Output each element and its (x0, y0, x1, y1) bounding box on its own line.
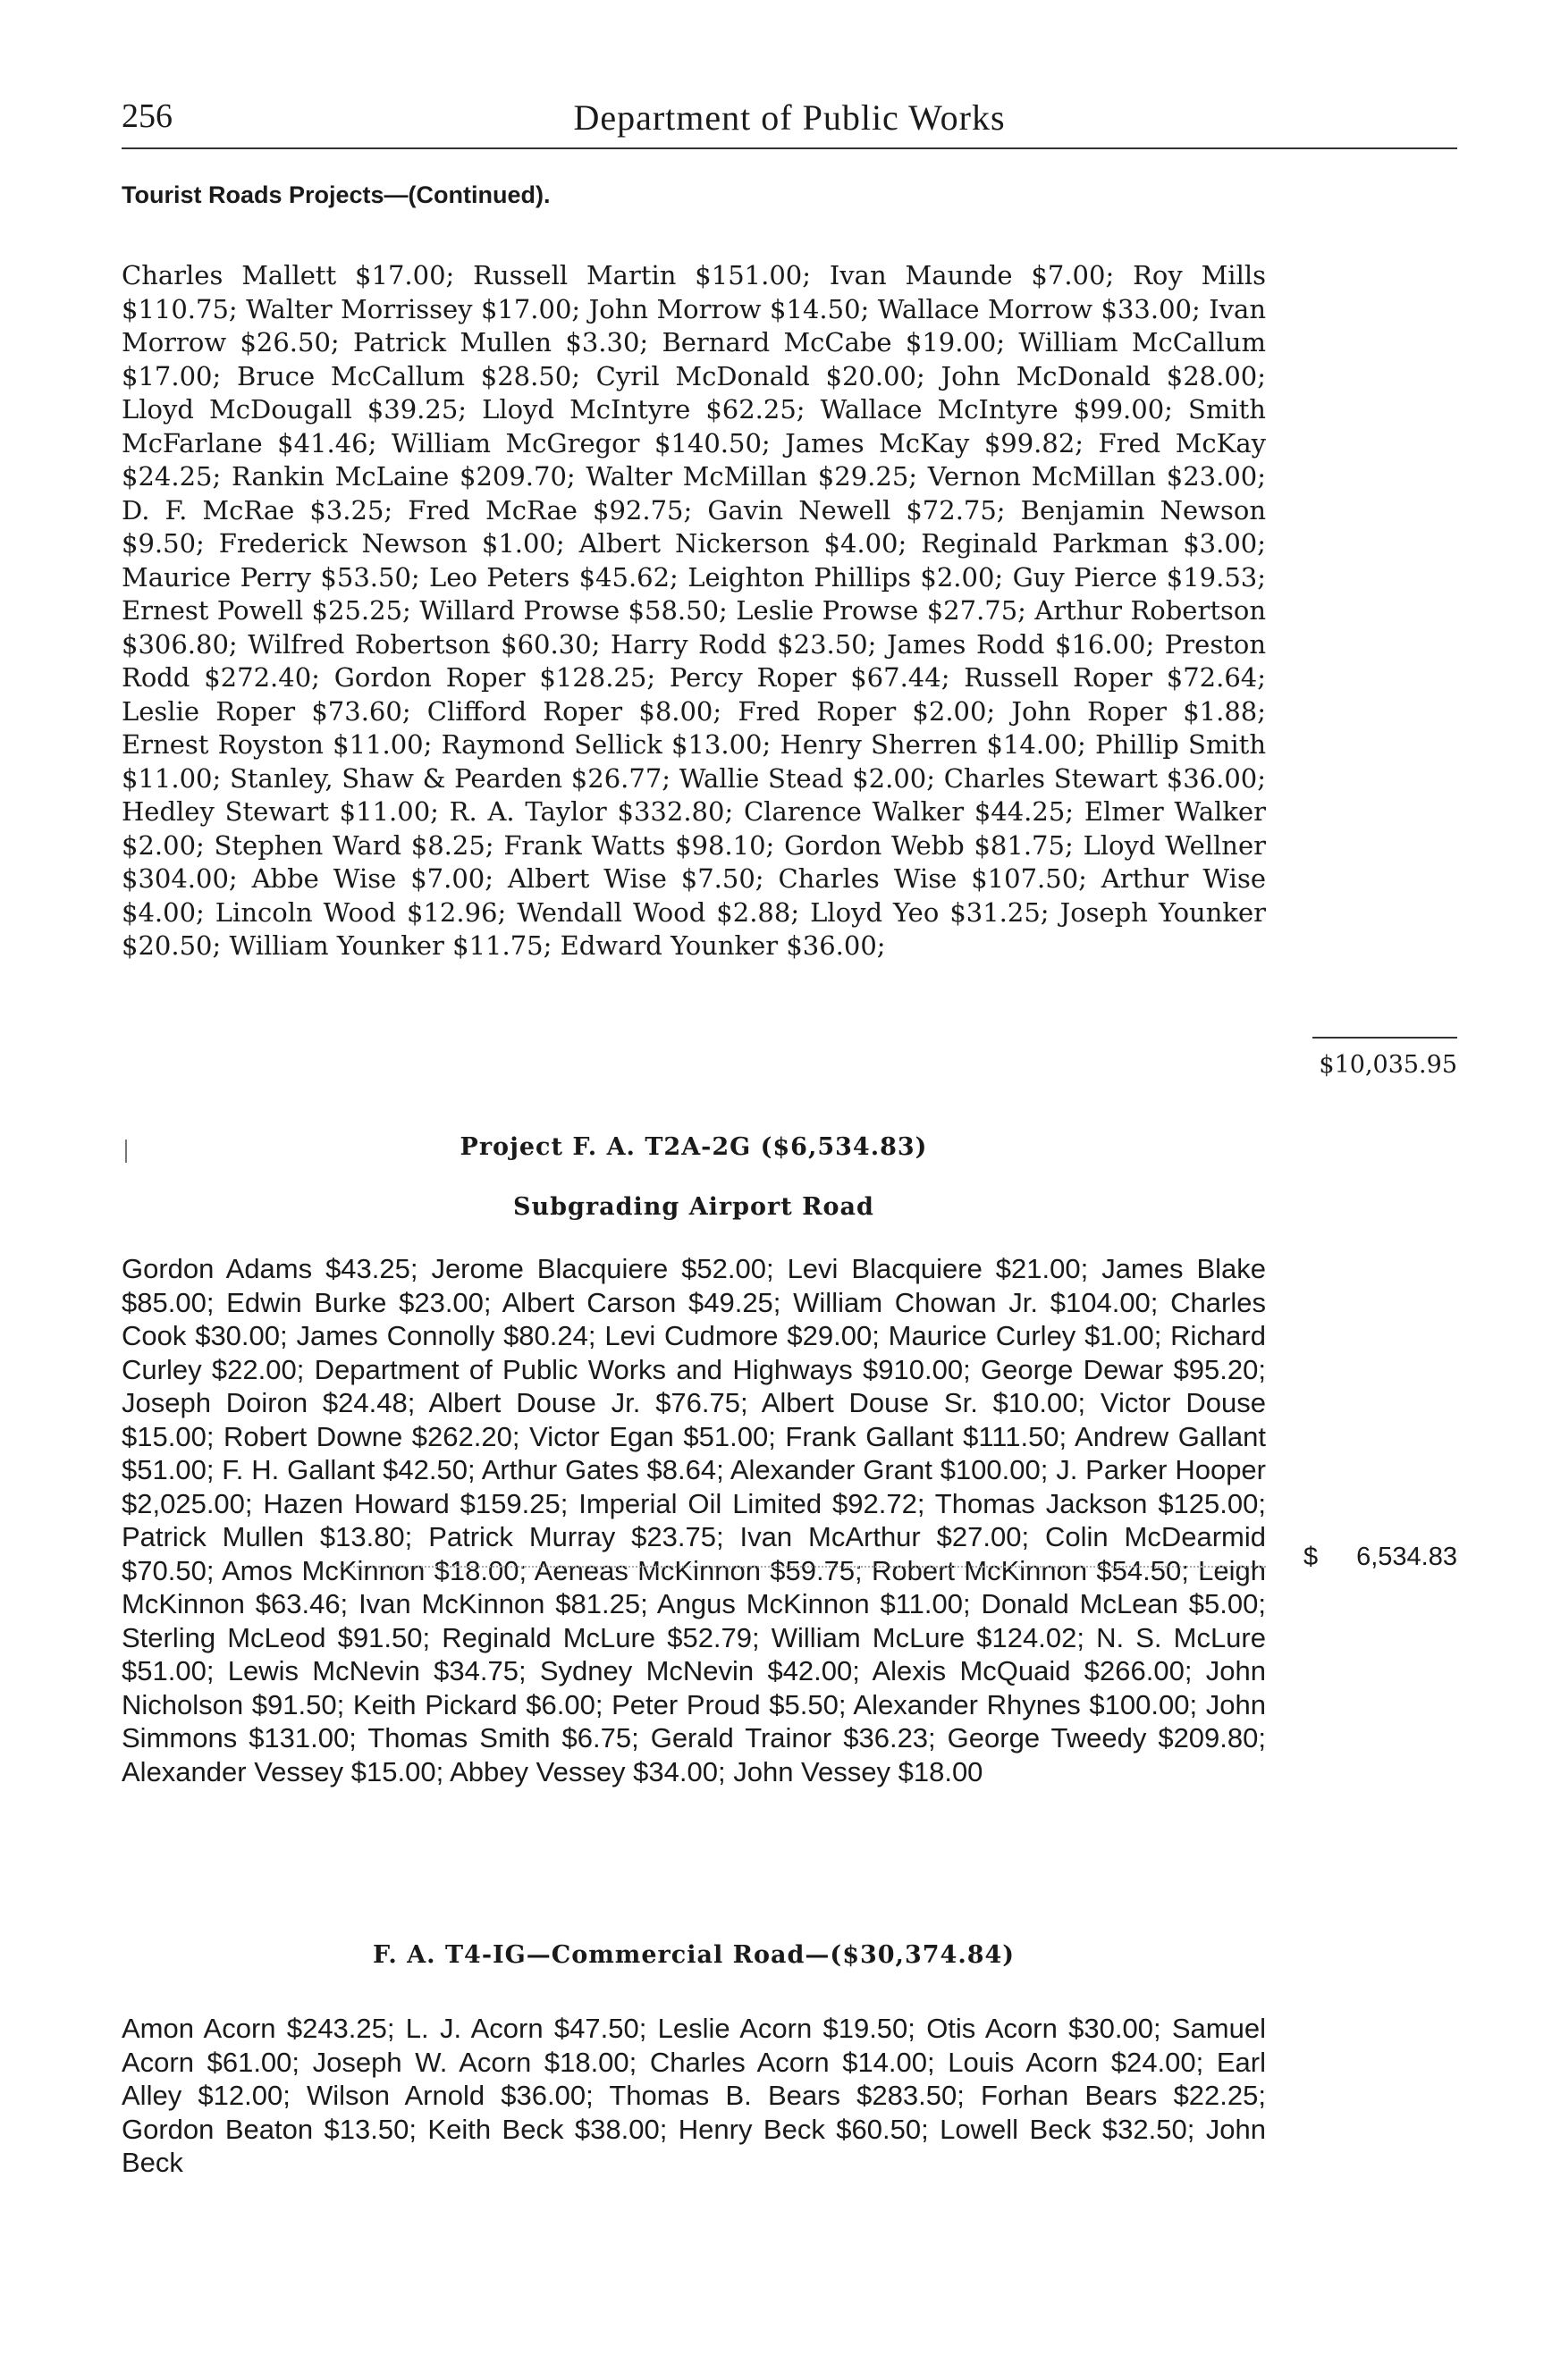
dot-leader (340, 1566, 1266, 1568)
payee-paragraph-commercial-road: Amon Acorn $243.25; L. J. Acorn $47.50; Leslie Acorn $19.50; Otis Acorn $30.00; Samuel Acorn $61.00; Joseph W. Acorn $18.00; Charles Acorn $14.00; Louis Acorn $24.00; Earl Alley $12.00; Wilson Arnold $36.00; Thomas B. Bears $283.50; Forhan Bears $22.25; Gordon Beaton $13.50; Keith Beck $38.00; Henry Beck $60.50; Lowell Beck $32.50; John Beck (122, 2013, 1266, 2178)
page-number: 256 (122, 97, 173, 135)
payee-paragraph-airport-road: Gordon Adams $43.25; Jerome Blacquiere $52.00; Levi Blacquiere $21.00; James Blake $85.00; Edwin Burke $23.00; Albert Carson $49.25; William Chowan Jr. $104.00; Charles Cook $30.00; James Connolly $80.24; Levi Cudmore $29.00; Maurice Curley $1.00; Richard Curley $22.00; Department of Public Works and Highways $910.00; George Dewar $95.20; Joseph Doiron $24.48; Albert Douse Jr. $76.75; Albert Douse Sr. $10.00; Victor Douse $15.00; Robert Downe $262.20; Victor Egan $51.00; Frank Gallant $111.50; Andrew Gallant $51.00; F. H. Gallant $42.50; Arthur Gates $8.64; Alexander Grant $100.00; J. Parker Hooper $2,025.00; Hazen Howard $159.25; Imperial Oil Limited $92.72; Thomas Jackson $125.00; Patrick Mullen $13.80; Patrick Murray $23.75; Ivan McArthur $27.00; Colin McDearmid $70.50; Amos McKinnon $18.00; Aeneas McKinnon $59.75; Robert McKinnon $54.50; Leigh McKinnon $63.46; Ivan McKinnon $81.25; Angus McKinnon $11.00; Donald McLean $5.00; Sterling McLeod $91.50; Reginald McLure $52.79; William McLure $124.02; N. S. McLure $51.00; Lewis McNevin $34.75; Sydney McNevin $42.00; Alexis McQuaid $266.00; John Nicholson $91.50; Keith Pickard $6.00; Peter Proud $5.50; Alexander Rhynes $100.00; John Simmons $131.00; Thomas Smith $6.75; Gerald Trainor $36.23; George Tweedy $209.80; Alexander Vessey $15.00; Abbey Vessey $34.00; John Vessey $18.00 (122, 1253, 1266, 1787)
section-total: $10,035.95 (1319, 1051, 1457, 1079)
total-currency: $ (1303, 1543, 1319, 1571)
header-rule (122, 147, 1457, 149)
project-heading-t2a-2g: Project F. A. T2A-2G ($6,534.83) (460, 1133, 928, 1161)
project-subheading: Subgrading Airport Road (513, 1193, 874, 1221)
total-amount: 6,534.83 (1356, 1543, 1457, 1571)
running-header (122, 97, 1457, 150)
project-heading-t4-ig: F. A. T4-IG—Commercial Road—($30,374.84) (372, 1941, 1016, 1969)
total-rule (1312, 1037, 1457, 1039)
payee-paragraph-tourist-roads: Charles Mallett $17.00; Russell Martin $151.00; Ivan Maunde $7.00; Roy Mills $110.75; Walter Morrissey $17.00; John Morrow $14.50; Wallace Morrow $33.00; Ivan Morrow $26.50; Patrick Mullen $3.30; Bernard McCabe $19.00; William McCallum $17.00; Bruce McCallum $28.50; Cyril McDonald $20.00; John McDonald $28.00; Lloyd McDougall $39.25; Lloyd McIntyre $62.25; Wallace McIntyre $99.00; Smith McFarlane $41.46; William McGregor $140.50; James McKay $99.82; Fred McKay $24.25; Rankin McLaine $209.70; Walter McMillan $29.25; Vernon McMillan $23.00; D. F. McRae $3.25; Fred McRae $92.75; Gavin Newell $72.75; Benjamin Newson $9.50; Frederick Newson $1.00; Albert Nickerson $4.00; Reginald Parkman $3.00; Maurice Perry $53.50; Leo Peters $45.62; Leighton Phillips $2.00; Guy Pierce $19.53; Ernest Powell $25.25; Willard Prowse $58.50; Leslie Prowse $27.75; Arthur Robertson $306.80; Wilfred Robertson $60.30; Harry Rodd $23.50; James Rodd $16.00; Preston Rodd $272.40; Gordon Roper $128.25; Percy Roper $67.44; Russell Roper $72.64; Leslie Roper $73.60; Clifford Roper $8.00; Fred Roper $2.00; John Roper $1.88; Ernest Royston $11.00; Raymond Sellick $13.00; Henry Sherren $14.00; Phillip Smith $11.00; Stanley, Shaw & Pearden $26.77; Wallie Stead $2.00; Charles Stewart $36.00; Hedley Stewart $11.00; R. A. Taylor $332.80; Clarence Walker $44.25; Elmer Walker $2.00; Stephen Ward $8.25; Frank Watts $98.10; Gordon Webb $81.75; Lloyd Wellner $304.00; Abbe Wise $7.00; Albert Wise $7.50; Charles Wise $107.50; Arthur Wise $4.00; Lincoln Wood $12.96; Wendall Wood $2.88; Lloyd Yeo $31.25; Joseph Younker $20.50; William Younker $11.75; Edward Younker $36.00; (122, 260, 1266, 961)
running-title: Department of Public Works (573, 97, 1006, 138)
section-heading: Tourist Roads Projects—(Continued). (122, 181, 551, 208)
